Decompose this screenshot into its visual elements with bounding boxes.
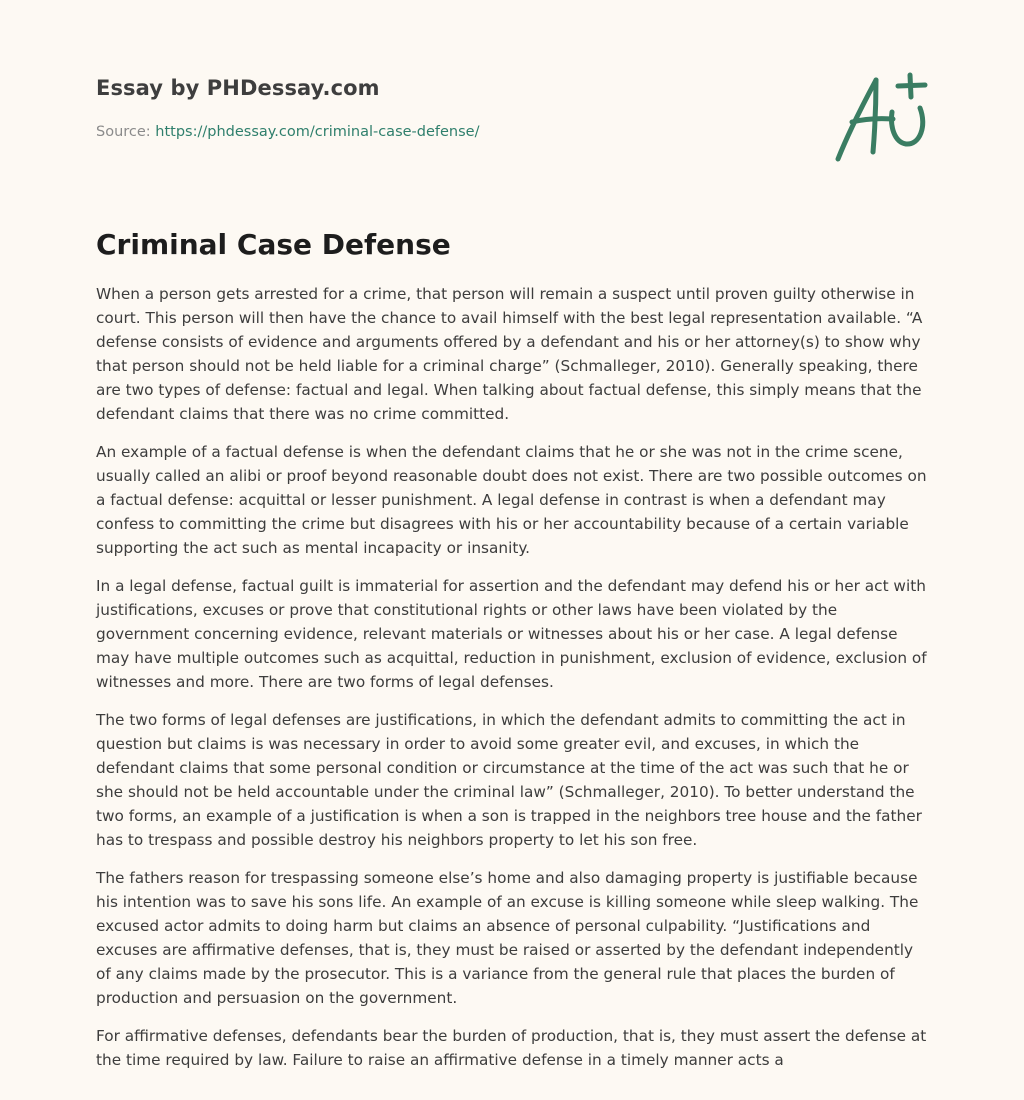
- source-label: Source:: [96, 124, 156, 140]
- paragraph: An example of a factual defense is when the defendant claims that he or she was not in the crime scene, usually called an alibi or proof beyond reasonable doubt does not exist. There are two possible outcomes on a factual defense: acquittal or lesser punishment. A legal defense in contrast is when a defendant may confess to committing the crime but disagrees with his or her accountability because of a certain variable supporting the act such as mental incapacity or insanity.: [96, 443, 927, 557]
- brand-name: Essay by PHDessay.com: [96, 76, 380, 100]
- paragraph: In a legal defense, factual guilt is immaterial for assertion and the defendant may defend his or her act with justifications, excuses or prove that constitutional rights or other laws have been violated by the government concerning evidence, relevant materials or witnesses about his or her case. A legal defense may have multiple outcomes such as acquittal, reduction in punishment, exclusion of evidence, exclusion of witnesses and more. There are two forms of legal defenses.: [96, 577, 927, 691]
- essay-body: [96, 282, 928, 1072]
- source-link[interactable]: https://phdessay.com/criminal-case-defense/: [155, 124, 480, 140]
- a-plus-logo-icon: [830, 66, 934, 166]
- paragraph: When a person gets arrested for a crime, that person will remain a suspect until proven guilty otherwise in court. This person will then have the chance to avail himself with the best legal representation available. “A defense consists of evidence and arguments offered by a defendant and his or her attorney(s) to show why that person should not be held liable for a criminal charge” (Schmalleger, 2010). Generally speaking, there are two types of defense: factual and legal. When talking about factual defense, this simply means that the defendant claims that there was no crime committed.: [96, 285, 923, 423]
- essay-title: Criminal Case Defense: [96, 228, 451, 261]
- source-line: [96, 124, 479, 140]
- paragraph: The two forms of legal defenses are justifications, in which the defendant admits to committing the act in question but claims is was necessary in order to avoid some greater evil, and excuses, in which the defendant claims that some personal condition or circumstance at the time of the act was such that he or she should not be held accountable under the criminal law” (Schmalleger, 2010). To better understand the two forms, an example of a justification is when a son is trapped in the neighbors tree house and the father has to trespass and possible destroy his neighbors property to let his son free.: [96, 711, 922, 849]
- paragraph: The fathers reason for trespassing someone else’s home and also damaging property is justifiable because his intention was to save his sons life. An example of an excuse is killing someone while sleep walking. The excused actor admits to doing harm but claims an absence of personal culpability. “Justifications and excuses are affirmative defenses, that is, they must be raised or asserted by the defendant independently of any claims made by the prosecutor. This is a variance from the general rule that places the burden of production and persuasion on the government.: [96, 869, 919, 1007]
- paragraph: For affirmative defenses, defendants bear the burden of production, that is, they must assert the defense at the time required by law. Failure to raise an affirmative defense in a timely manner acts a: [96, 1027, 927, 1069]
- page-header: [96, 0, 928, 160]
